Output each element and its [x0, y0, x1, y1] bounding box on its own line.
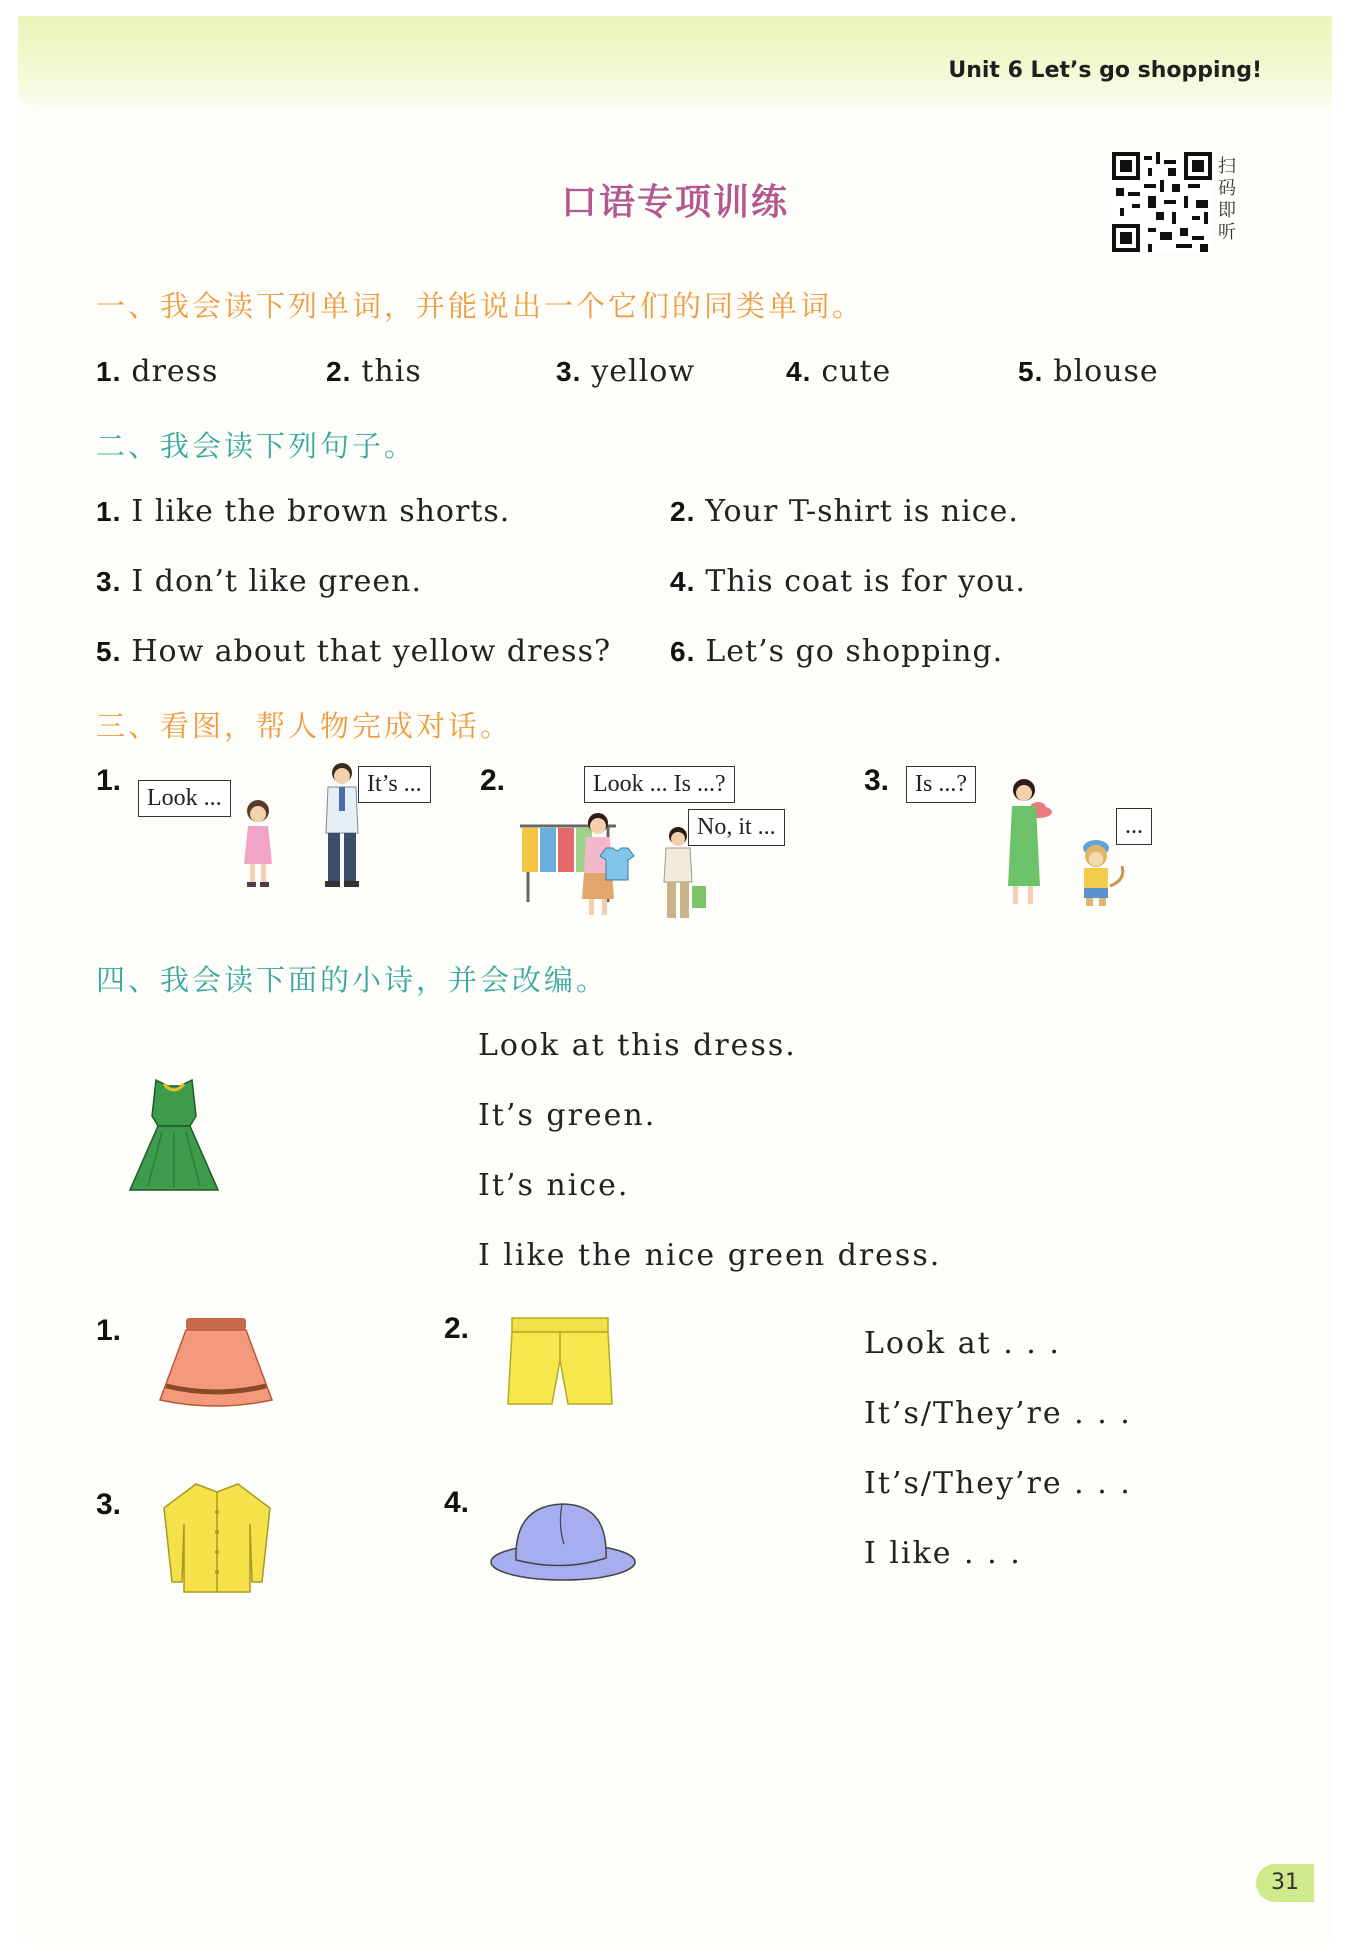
boy-shopper-icon — [656, 826, 708, 926]
speech-bubble: Look ... — [138, 780, 231, 817]
sentence-item: 3. I don’t like green. — [96, 564, 423, 599]
word-item: 5. blouse — [1018, 354, 1159, 389]
speech-bubble: Look ... Is ...? — [584, 766, 735, 803]
shirt-icon — [158, 1478, 276, 1598]
section-2-heading: 二、我会读下列句子。 — [96, 429, 417, 463]
speech-bubble: No, it ... — [688, 809, 785, 846]
hat-icon — [488, 1496, 638, 1586]
page-number: 31 — [1256, 1864, 1314, 1902]
poem-line: Look at this dress. — [478, 1028, 797, 1063]
template-line: It’s/They’re . . . — [864, 1466, 1132, 1501]
shorts-icon — [506, 1316, 614, 1410]
word-item: 4. cute — [786, 354, 892, 389]
scene-number: 2. — [480, 764, 506, 797]
word-item: 1. dress — [96, 354, 219, 389]
girl-icon — [238, 796, 278, 891]
section-3-heading: 三、看图，帮人物完成对话。 — [96, 709, 513, 743]
poem-line: It’s nice. — [478, 1168, 630, 1203]
sentence-item: 2. Your T-shirt is nice. — [670, 494, 1019, 529]
template-line: I like . . . — [864, 1536, 1022, 1571]
skirt-icon — [156, 1314, 276, 1414]
pic-number: 1. — [96, 1314, 122, 1347]
scene-number: 1. — [96, 764, 122, 797]
qr-code-icon[interactable] — [1112, 152, 1212, 252]
word-item: 3. yellow — [556, 354, 695, 389]
unit-title: Unit 6 Let’s go shopping! — [948, 58, 1262, 83]
scan-to-listen-label: 扫 码 即 听 — [1218, 156, 1236, 243]
word-item: 2. this — [326, 354, 422, 389]
speech-bubble: Is ...? — [906, 766, 976, 803]
pic-number: 4. — [444, 1486, 470, 1519]
sentence-item: 5. How about that yellow dress? — [96, 634, 612, 669]
tshirt-icon — [600, 846, 634, 882]
poem-line: I like the nice green dress. — [478, 1238, 942, 1273]
template-line: Look at . . . — [864, 1326, 1061, 1361]
man-icon — [318, 761, 366, 891]
monkey-icon — [1070, 836, 1130, 911]
workbook-page — [18, 16, 1332, 1941]
section-1-heading: 一、我会读下列单词，并能说出一个它们的同类单词。 — [96, 289, 865, 323]
pic-number: 2. — [444, 1312, 470, 1345]
poem-line: It’s green. — [478, 1098, 657, 1133]
speech-bubble: It’s ... — [358, 766, 431, 803]
speech-bubble: ... — [1116, 808, 1152, 845]
pic-number: 3. — [96, 1488, 122, 1521]
page-title: 口语专项训练 — [560, 182, 789, 223]
woman-with-hat-icon — [998, 776, 1058, 911]
scene-number: 3. — [864, 764, 890, 797]
sentence-item: 6. Let’s go shopping. — [670, 634, 1004, 669]
sentence-item: 1. I like the brown shorts. — [96, 494, 511, 529]
sentence-item: 4. This coat is for you. — [670, 564, 1026, 599]
green-dress-icon — [128, 1076, 220, 1196]
section-4-heading: 四、我会读下面的小诗，并会改编。 — [96, 963, 609, 997]
template-line: It’s/They’re . . . — [864, 1396, 1132, 1431]
